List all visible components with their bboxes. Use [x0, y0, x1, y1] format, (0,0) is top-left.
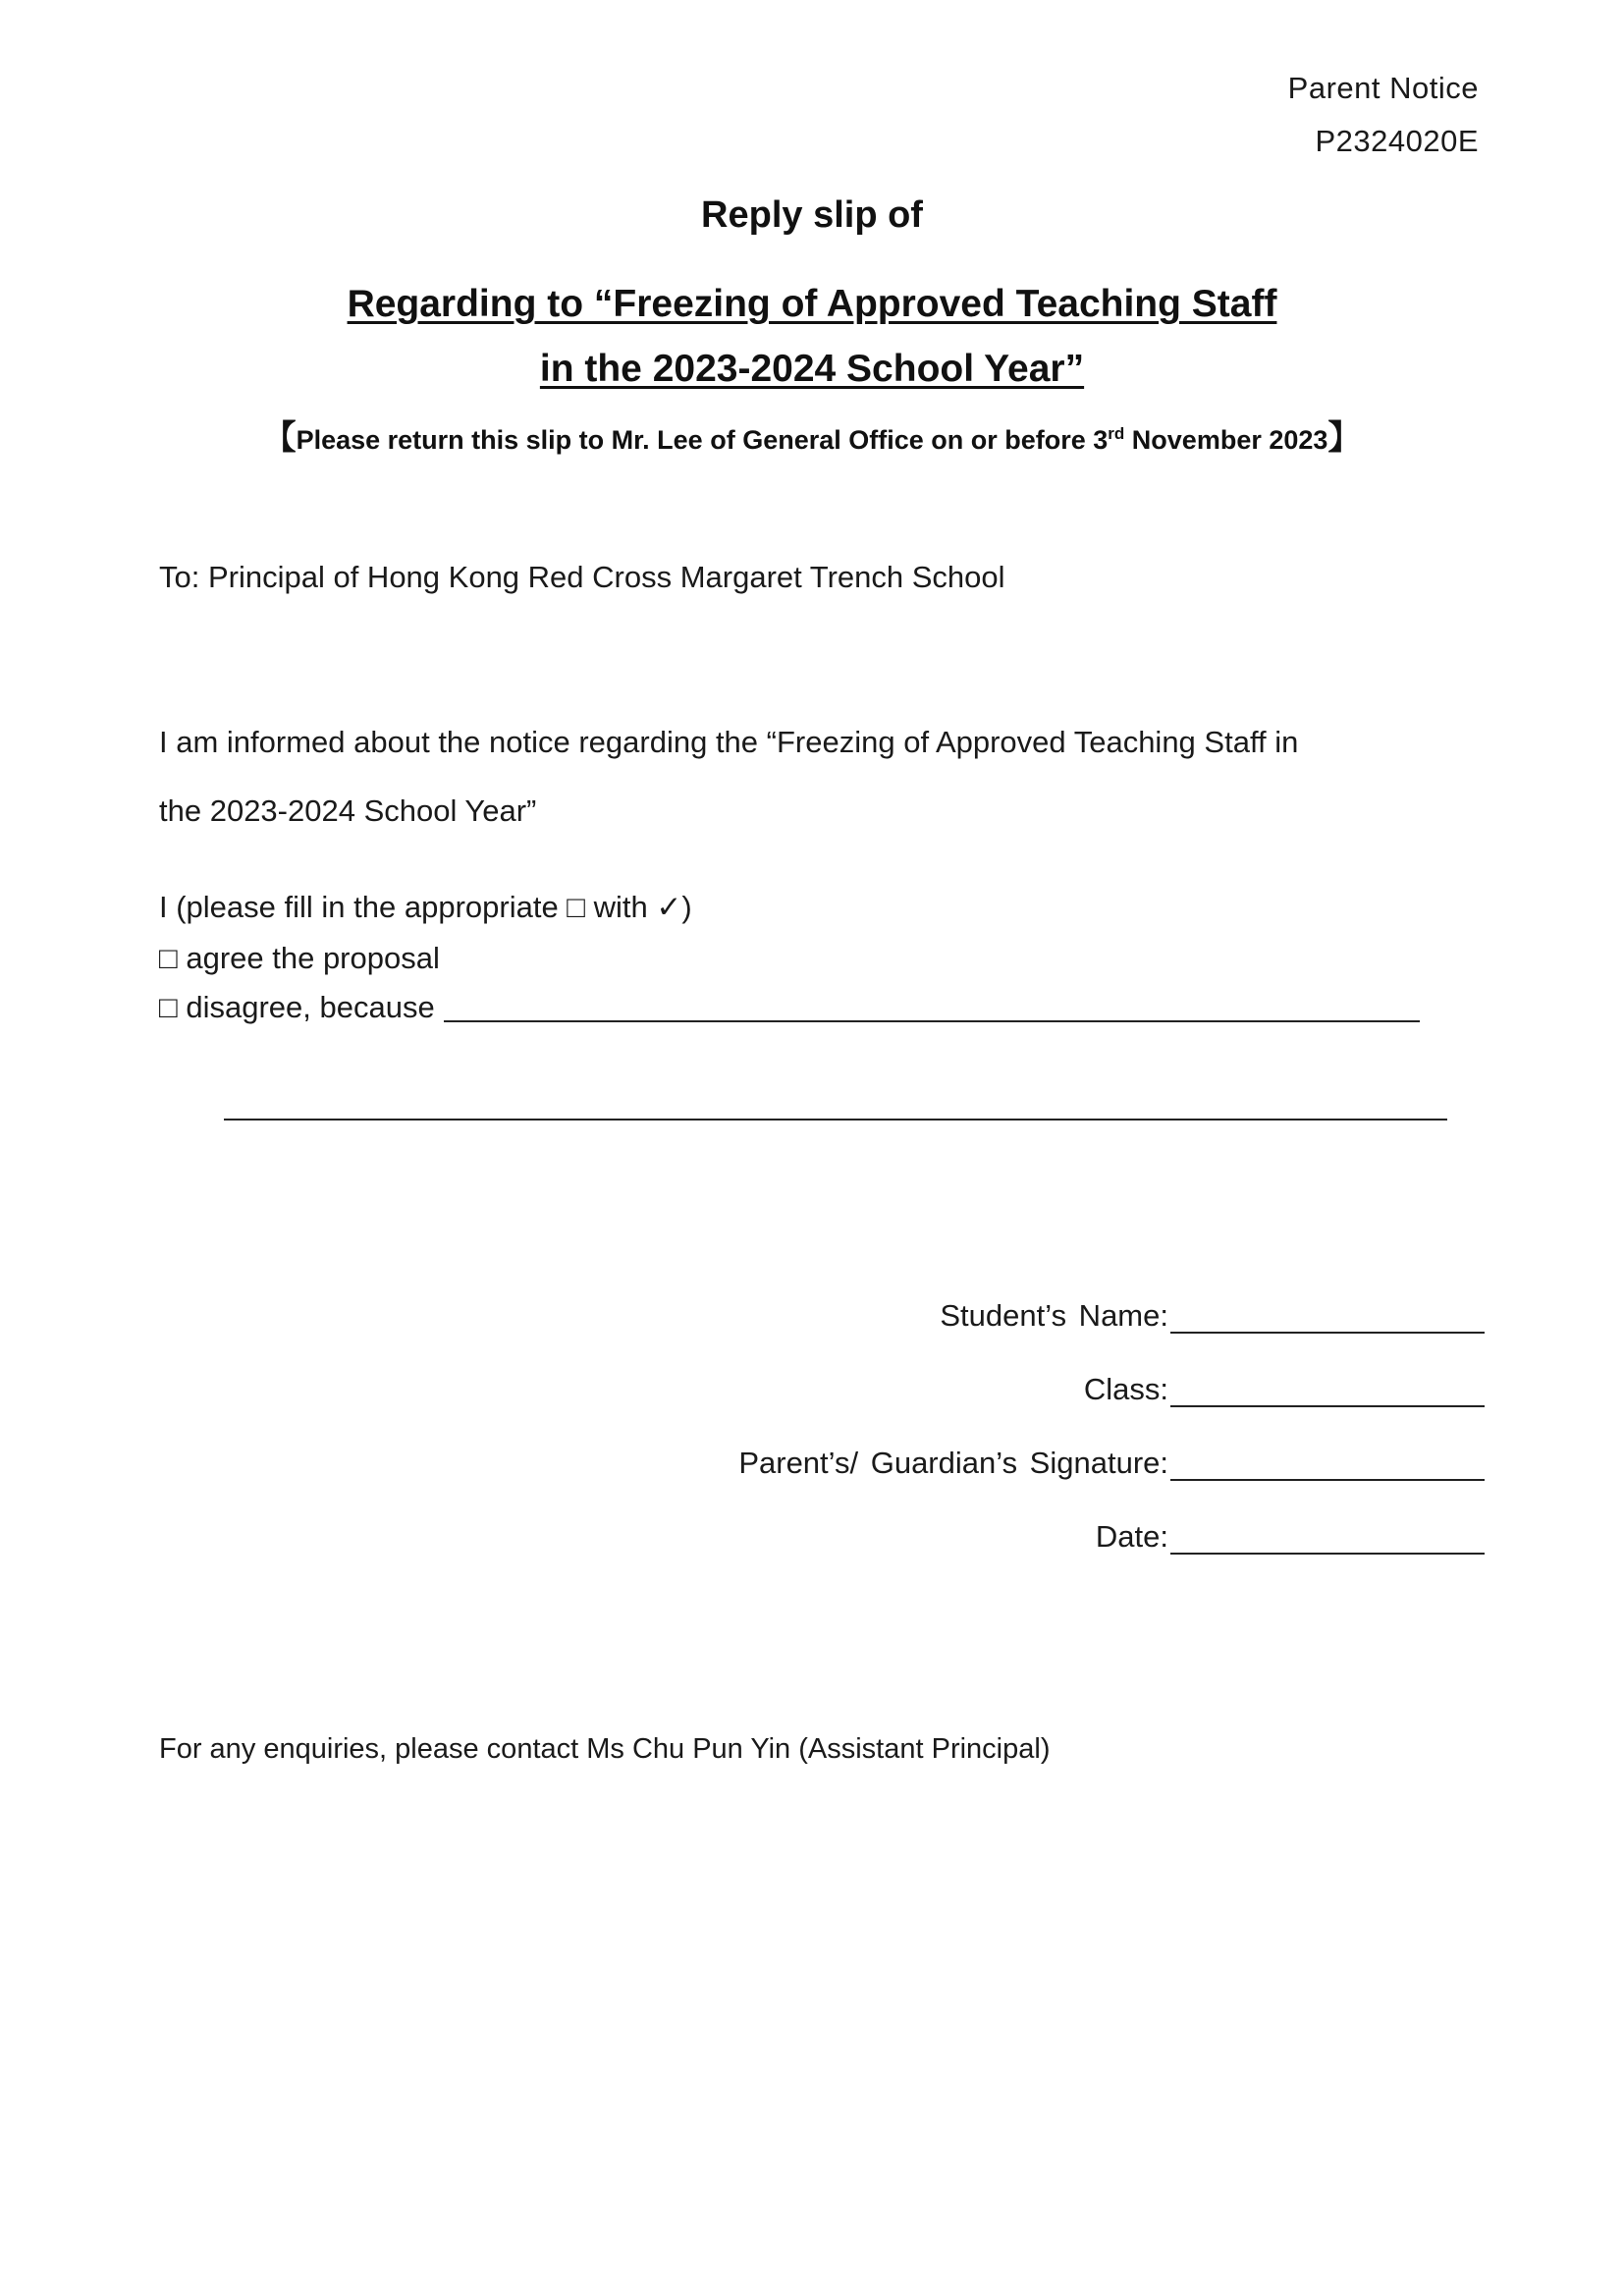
- notice-label: Parent Notice: [1287, 71, 1479, 105]
- return-instruction: [0, 410, 1624, 459]
- class-label: Class:: [1083, 1372, 1168, 1406]
- class-field[interactable]: [1170, 1405, 1485, 1407]
- checkbox-instruction: I (please fill in the appropriate □ with ✓): [159, 890, 692, 924]
- slip-title: Reply slip of: [701, 194, 923, 236]
- disagree-option-checkbox[interactable]: □ disagree, because: [159, 990, 435, 1024]
- date-field[interactable]: [1170, 1553, 1485, 1555]
- subject-heading-text-1: Regarding to “Freezing of Approved Teaching Staff: [347, 283, 1277, 325]
- subject-heading-line-2: [0, 348, 1624, 391]
- return-note-text: Please return this slip to Mr. Lee of General Office on or before 3: [296, 425, 1109, 455]
- agree-option-checkbox[interactable]: □ agree the proposal: [159, 941, 440, 975]
- student-name-label: Student’s Name:: [940, 1298, 1168, 1333]
- notice-number: P2324020E: [1315, 124, 1479, 158]
- date-label: Date:: [1095, 1519, 1168, 1554]
- enquiry-contact: For any enquiries, please contact Ms Chu Pun Yin (Assistant Principal): [159, 1733, 1051, 1765]
- acknowledgement-line-1: I am informed about the notice regarding the “Freezing of Approved Teaching Staff in: [159, 725, 1299, 759]
- return-note-date: November 2023: [1124, 425, 1328, 455]
- subject-heading-line-1: [0, 283, 1624, 326]
- student-name-field[interactable]: [1170, 1332, 1485, 1334]
- return-bracket-close: 】: [1327, 419, 1362, 457]
- addressee-line: To: Principal of Hong Kong Red Cross Margaret Trench School: [159, 560, 1005, 594]
- return-bracket-open: 【: [262, 419, 297, 457]
- signature-label: Parent’s/ Guardian’s Signature:: [738, 1446, 1168, 1480]
- signature-field[interactable]: [1170, 1479, 1485, 1481]
- subject-heading-text-2: in the 2023-2024 School Year”: [539, 348, 1085, 390]
- disagree-reason-field-line-2[interactable]: [224, 1119, 1447, 1121]
- acknowledgement-line-2: the 2023-2024 School Year”: [159, 793, 537, 828]
- disagree-reason-field-line-1[interactable]: [444, 1020, 1420, 1022]
- return-note-ordinal: rd: [1108, 424, 1125, 443]
